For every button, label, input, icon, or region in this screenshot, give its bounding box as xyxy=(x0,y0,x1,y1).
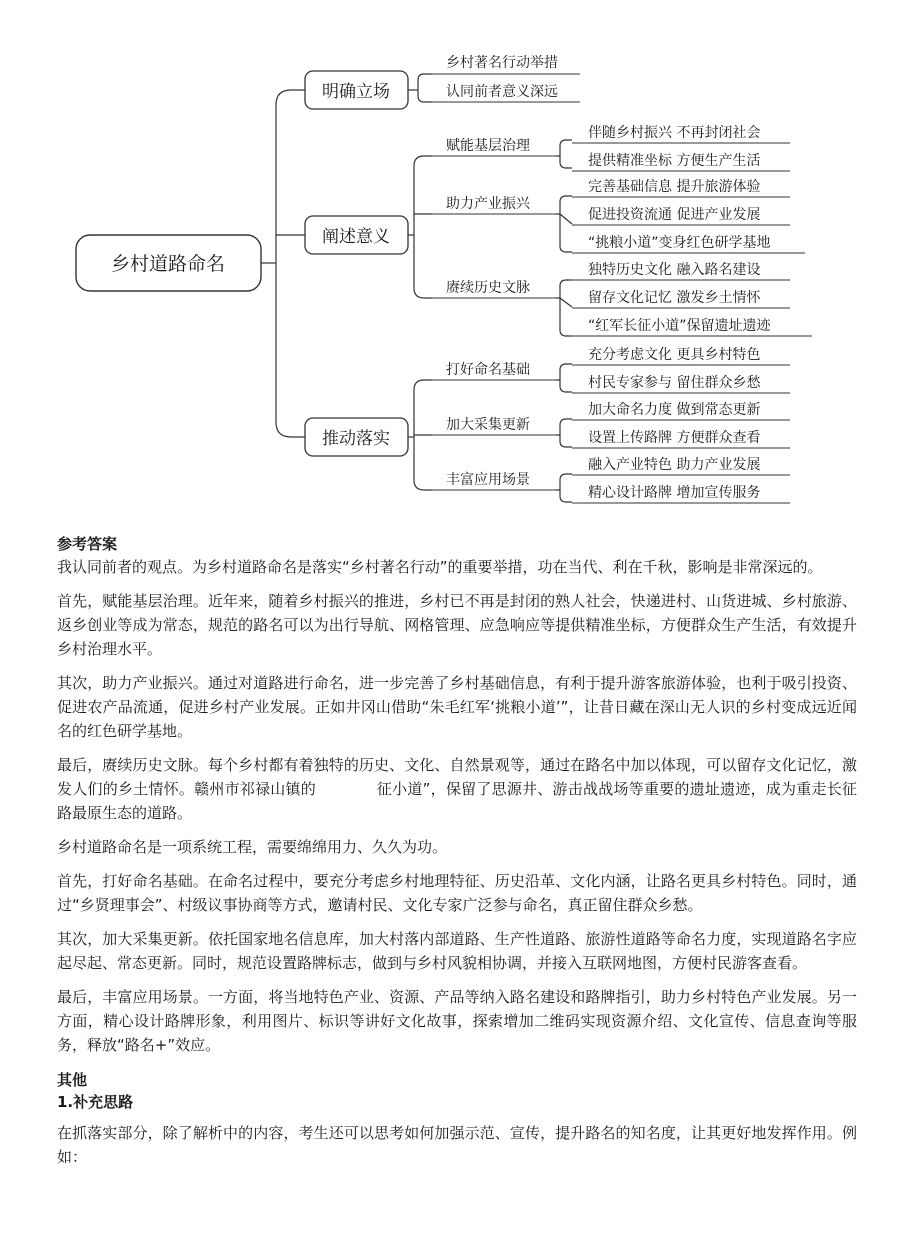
mindmap-leaf: 促进投资流通 促进产业发展 xyxy=(588,207,761,223)
mindmap-leaf: “挑粮小道”变身红色研学基地 xyxy=(588,235,771,251)
answer-paragraph: 最后，赓续历史文脉。每个乡村都有着独特的历史、文化、自然景观等，通过在路名中加以体现，可以留存文化记忆，激发人们的乡土情怀。赣州市祁禄山镇的 征小道”，保留了思源井、游击战战场等重要的遗址遗迹，成为重走长征路最原生态的道路。 xyxy=(57,756,857,822)
supplement-heading: 1.补充思路 xyxy=(57,1093,134,1111)
reference-answer xyxy=(57,533,857,1179)
mindmap-subtopic: 加大采集更新 xyxy=(446,417,530,433)
mindmap-leaf: 乡村著名行动举措 xyxy=(446,55,558,71)
mindmap-leaf: 完善基础信息 提升旅游体验 xyxy=(588,179,761,195)
answer-paragraph: 最后，丰富应用场景。一方面，将当地特色产业、资源、产品等纳入路名建设和路牌指引，助力乡村特色产业发展。另一方面，精心设计路牌形象，利用图片、标识等讲好文化故事，探索增加二维码实现资源介绍、文化宣传、信息查询等服务，释放“路名+”效应。 xyxy=(57,988,857,1054)
mindmap-leaf: 精心设计路牌 增加宣传服务 xyxy=(588,485,761,501)
mind-map xyxy=(0,0,908,520)
mindmap-subtopic: 赓续历史文脉 xyxy=(446,280,530,296)
branch-node-label: 阐述意义 xyxy=(322,227,390,247)
mindmap-leaf: 村民专家参与 留住群众乡愁 xyxy=(588,375,761,391)
mindmap-subtopic: 助力产业振兴 xyxy=(446,196,530,212)
mindmap-leaf: 提供精准坐标 方便生产生活 xyxy=(588,153,761,169)
answer-paragraph: 其次，加大采集更新。依托国家地名信息库，加大村落内部道路、生产性道路、旅游性道路等命名力度，实现道路名字应起尽起、常态更新。同时，规范设置路牌标志，做到与乡村风貌相协调，并接入互联网地图，方便村民游客查看。 xyxy=(57,930,857,972)
answer-paragraph: 在抓落实部分，除了解析中的内容，考生还可以思考如何加强示范、宣传，提升路名的知名度，让其更好地发挥作用。例如： xyxy=(57,1124,857,1166)
mindmap-leaf: 融入产业特色 助力产业发展 xyxy=(588,457,761,473)
branch-node-label: 推动落实 xyxy=(322,429,390,449)
answer-paragraph: 乡村道路命名是一项系统工程，需要绵绵用力、久久为功。 xyxy=(57,838,448,856)
answer-paragraph: 我认同前者的观点。为乡村道路命名是落实“乡村著名行动”的重要举措，功在当代、利在千秋，影响是非常深远的。 xyxy=(57,558,823,576)
other-heading: 其他 xyxy=(57,1071,88,1089)
mindmap-leaf: 留存文化记忆 激发乡土情怀 xyxy=(588,290,761,306)
mindmap-leaf: 设置上传路牌 方便群众查看 xyxy=(588,430,761,446)
mindmap-leaf: 认同前者意义深远 xyxy=(446,84,558,100)
branch-node-label: 明确立场 xyxy=(322,82,390,102)
mindmap-leaf: 充分考虑文化 更具乡村特色 xyxy=(588,347,761,363)
mindmap-leaf: “红军长征小道”保留遗址遗迹 xyxy=(588,318,771,334)
mindmap-leaf: 独特历史文化 融入路名建设 xyxy=(588,262,761,278)
mindmap-leaf: 伴随乡村振兴 不再封闭社会 xyxy=(588,125,761,141)
mindmap-leaf: 加大命名力度 做到常态更新 xyxy=(588,402,761,418)
root-node-label: 乡村道路命名 xyxy=(110,253,226,275)
mindmap-subtopic: 打好命名基础 xyxy=(446,362,530,378)
answer-paragraph: 首先，打好命名基础。在命名过程中，要充分考虑乡村地理特征、历史沿革、文化内涵，让路名更具乡村特色。同时，通过“乡贤理事会”、村级议事协商等方式，邀请村民、文化专家广泛参与命名，真正留住群众乡愁。 xyxy=(57,872,857,914)
answer-paragraph: 首先，赋能基层治理。近年来，随着乡村振兴的推进，乡村已不再是封闭的熟人社会，快递进村、山货进城、乡村旅游、返乡创业等成为常态，规范的路名可以为出行导航、网格管理、应急响应等提供精准坐标，方便群众生产生活，有效提升乡村治理水平。 xyxy=(57,592,857,658)
mindmap-subtopic: 丰富应用场景 xyxy=(446,472,530,488)
answer-paragraph: 其次，助力产业振兴。通过对道路进行命名，进一步完善了乡村基础信息，有利于提升游客旅游体验，也利于吸引投资、促进农产品流通，促进乡村产业发展。正如井冈山借助“朱毛红军‘挑粮小道’”，让昔日藏在深山无人识的乡村变成远近闻名的红色研学基地。 xyxy=(57,674,857,740)
answer-heading: 参考答案 xyxy=(57,535,118,553)
mindmap-subtopic: 赋能基层治理 xyxy=(446,138,530,154)
